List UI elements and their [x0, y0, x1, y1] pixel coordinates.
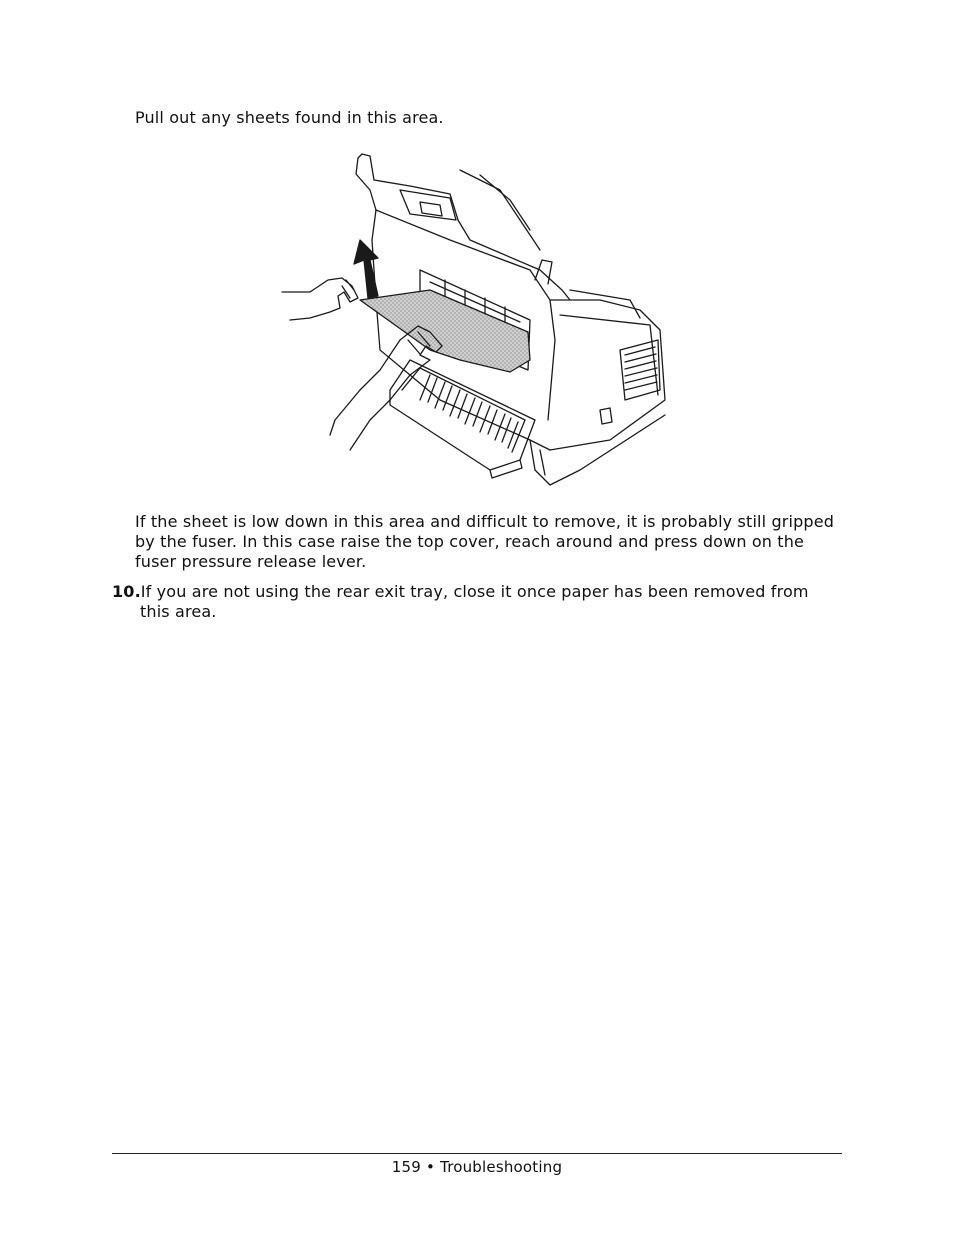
step-number: 10. [112, 582, 141, 601]
upper-hand [282, 278, 358, 320]
section-title: Troubleshooting [440, 1158, 563, 1176]
step-text-line1: If you are not using the rear exit tray, close it once paper has been removed from [140, 582, 809, 601]
page-footer [112, 1158, 842, 1176]
rear-paper-jam-illustration [280, 150, 672, 490]
footer-separator: • [426, 1158, 436, 1176]
jammed-sheet [360, 290, 530, 372]
rear-exit-tray [390, 360, 535, 478]
intro-instruction: Pull out any sheets found in this area. [135, 108, 444, 127]
fuser-note-paragraph: If the sheet is low down in this area and difficult to remove, it is probably still gripped by the fuser. In this case raise the top cover, reach around and press down on the fuser pressure release lever. [135, 512, 835, 571]
step-text-line2: this area. [140, 602, 217, 621]
footer-divider [112, 1153, 842, 1154]
step-10 [112, 582, 840, 622]
page-number: 159 [391, 1158, 422, 1176]
printer-top-cover [356, 154, 570, 300]
